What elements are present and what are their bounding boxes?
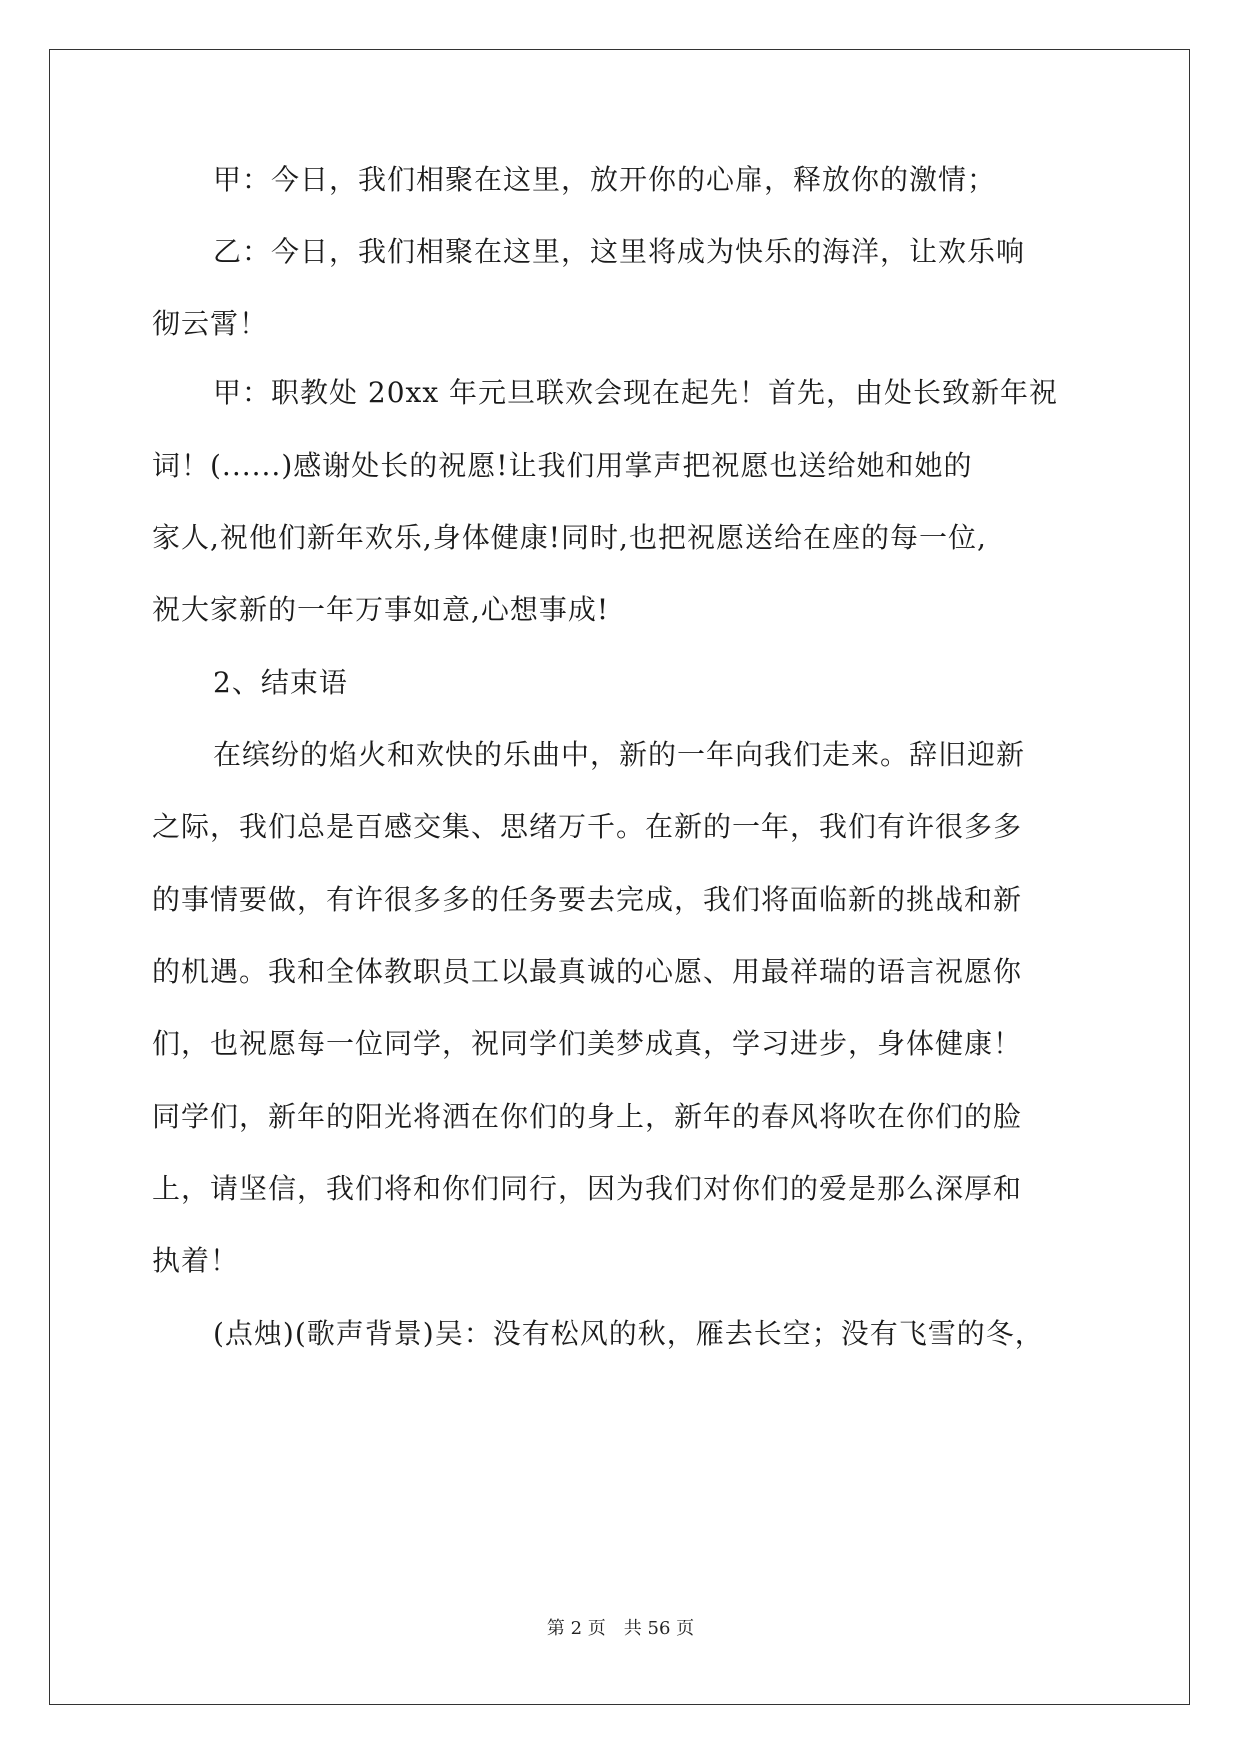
paragraph-line: (点烛)(歌声背景)吴：没有松风的秋，雁去长空；没有飞雪的冬， [213, 1317, 1044, 1350]
paragraph-line: 祝大家新的一年万事如意,心想事成! [152, 593, 610, 626]
paragraph-line: 的机遇。我和全体教职员工以最真诚的心愿、用最祥瑞的语言祝愿你 [152, 955, 1023, 988]
section-heading: 2、结束语 [213, 666, 348, 699]
paragraph-line: 在缤纷的焰火和欢快的乐曲中，新的一年向我们走来。辞旧迎新 [213, 738, 1026, 771]
paragraph-line: 乙：今日，我们相聚在这里，这里将成为快乐的海洋，让欢乐响 [213, 235, 1026, 268]
paragraph-line: 甲：今日，我们相聚在这里，放开你的心扉，释放你的激情； [213, 163, 997, 196]
paragraph-line: 家人,祝他们新年欢乐,身体健康!同时,也把祝愿送给在座的每一位, [152, 521, 987, 554]
paragraph-line: 同学们，新年的阳光将洒在你们的身上，新年的春风将吹在你们的脸 [152, 1100, 1023, 1133]
paragraph-line: 执着！ [152, 1244, 240, 1277]
page-total: 共 56 页 [623, 1618, 695, 1639]
page-border [49, 49, 1190, 1705]
paragraph-line: 上，请坚信，我们将和你们同行，因为我们对你们的爱是那么深厚和 [152, 1172, 1023, 1205]
page-number: 第 2 页 [546, 1618, 606, 1639]
page-footer [0, 1617, 1241, 1641]
paragraph-line: 甲：职教处 20xx 年元旦联欢会现在起先！首先，由处长致新年祝 [213, 376, 1059, 409]
paragraph-line: 词！(......)感谢处长的祝愿!让我们用掌声把祝愿也送给她和她的 [152, 449, 973, 482]
paragraph-line: 们，也祝愿每一位同学，祝同学们美梦成真，学习进步，身体健康！ [152, 1027, 1023, 1060]
paragraph-line: 之际，我们总是百感交集、思绪万千。在新的一年，我们有许很多多 [152, 810, 1023, 843]
paragraph-line: 的事情要做，有许很多多的任务要去完成，我们将面临新的挑战和新 [152, 883, 1023, 916]
paragraph-line: 彻云霄！ [152, 307, 269, 340]
